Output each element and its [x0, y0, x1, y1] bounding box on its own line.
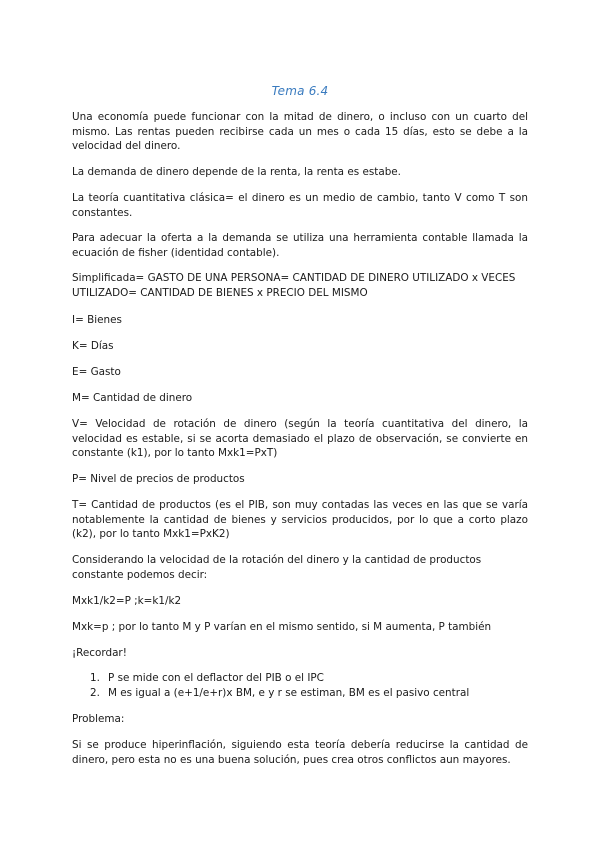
paragraph-fisher: Para adecuar la oferta a la demanda se utiliza una herramienta contable llamada la ecuación de fisher (identidad contable).: [72, 232, 528, 259]
definition-m: M= Cantidad de dinero: [72, 392, 193, 404]
definition-k: K= Días: [72, 340, 114, 352]
paragraph-simplified: Simplificada= GASTO DE UNA PERSONA= CANTIDAD DE DINERO UTILIZADO x VECES UTILIZADO= CANTIDAD DE BIENES x PRECIO DEL MISMO: [72, 272, 516, 299]
list-item-text: P se mide con el deflactor del PIB o el IPC: [108, 672, 324, 684]
paragraph-intro: Una economía puede funcionar con la mitad de dinero, o incluso con un cuarto del mismo. Las rentas pueden recibirse cada un mes o cada 15 días, esto se debe a la velocidad del dinero.: [72, 111, 528, 153]
problem-label: Problema:: [72, 713, 125, 725]
page-title: Tema 6.4: [271, 84, 329, 98]
paragraph-demand: La demanda de dinero depende de la renta, la renta es estabe.: [72, 166, 401, 178]
list-item-number: 2.: [90, 686, 100, 699]
definition-i: I= Bienes: [72, 314, 122, 326]
reminder-heading: ¡Recordar!: [72, 647, 127, 659]
formula-2: Mxk=p ; por lo tanto M y P varían en el mismo sentido, si M aumenta, P también: [72, 621, 492, 633]
definition-p: P= Nivel de precios de productos: [72, 473, 245, 485]
definition-v: V= Velocidad de rotación de dinero (según la teoría cuantitativa del dinero, la velocidad es estable, si se acorta demasiado el plazo de observación, se convierte en constante (k1), por lo tanto Mxk1=PxT): [72, 418, 528, 460]
definition-e: E= Gasto: [72, 366, 121, 378]
list-item: [72, 686, 528, 701]
problem-text: Si se produce hiperinflación, siguiendo esta teoría debería reducirse la cantidad de dinero, pero esta no es una buena solución, pues crea otros conflictos aun mayores.: [72, 739, 528, 766]
paragraph-quantity-theory: La teoría cuantitativa clásica= el dinero es un medio de cambio, tanto V como T son constantes.: [72, 192, 528, 219]
formula-1: Mxk1/k2=P ;k=k1/k2: [72, 595, 182, 607]
paragraph-considering: Considerando la velocidad de la rotación del dinero y la cantidad de productos constante podemos decir:: [72, 554, 482, 581]
definition-t: T= Cantidad de productos (es el PIB, son muy contadas las veces en las que se varía notablemente la cantidad de bienes y servicios producidos, por lo que a corto plazo (k2), por lo tanto Mxk1=PxK2): [72, 499, 528, 541]
list-item: [72, 671, 528, 686]
list-item-text: M es igual a (e+1/e+r)x BM, e y r se estiman, BM es el pasivo central: [108, 686, 470, 699]
list-item-number: 1.: [90, 672, 100, 684]
reminder-list: [72, 671, 528, 700]
